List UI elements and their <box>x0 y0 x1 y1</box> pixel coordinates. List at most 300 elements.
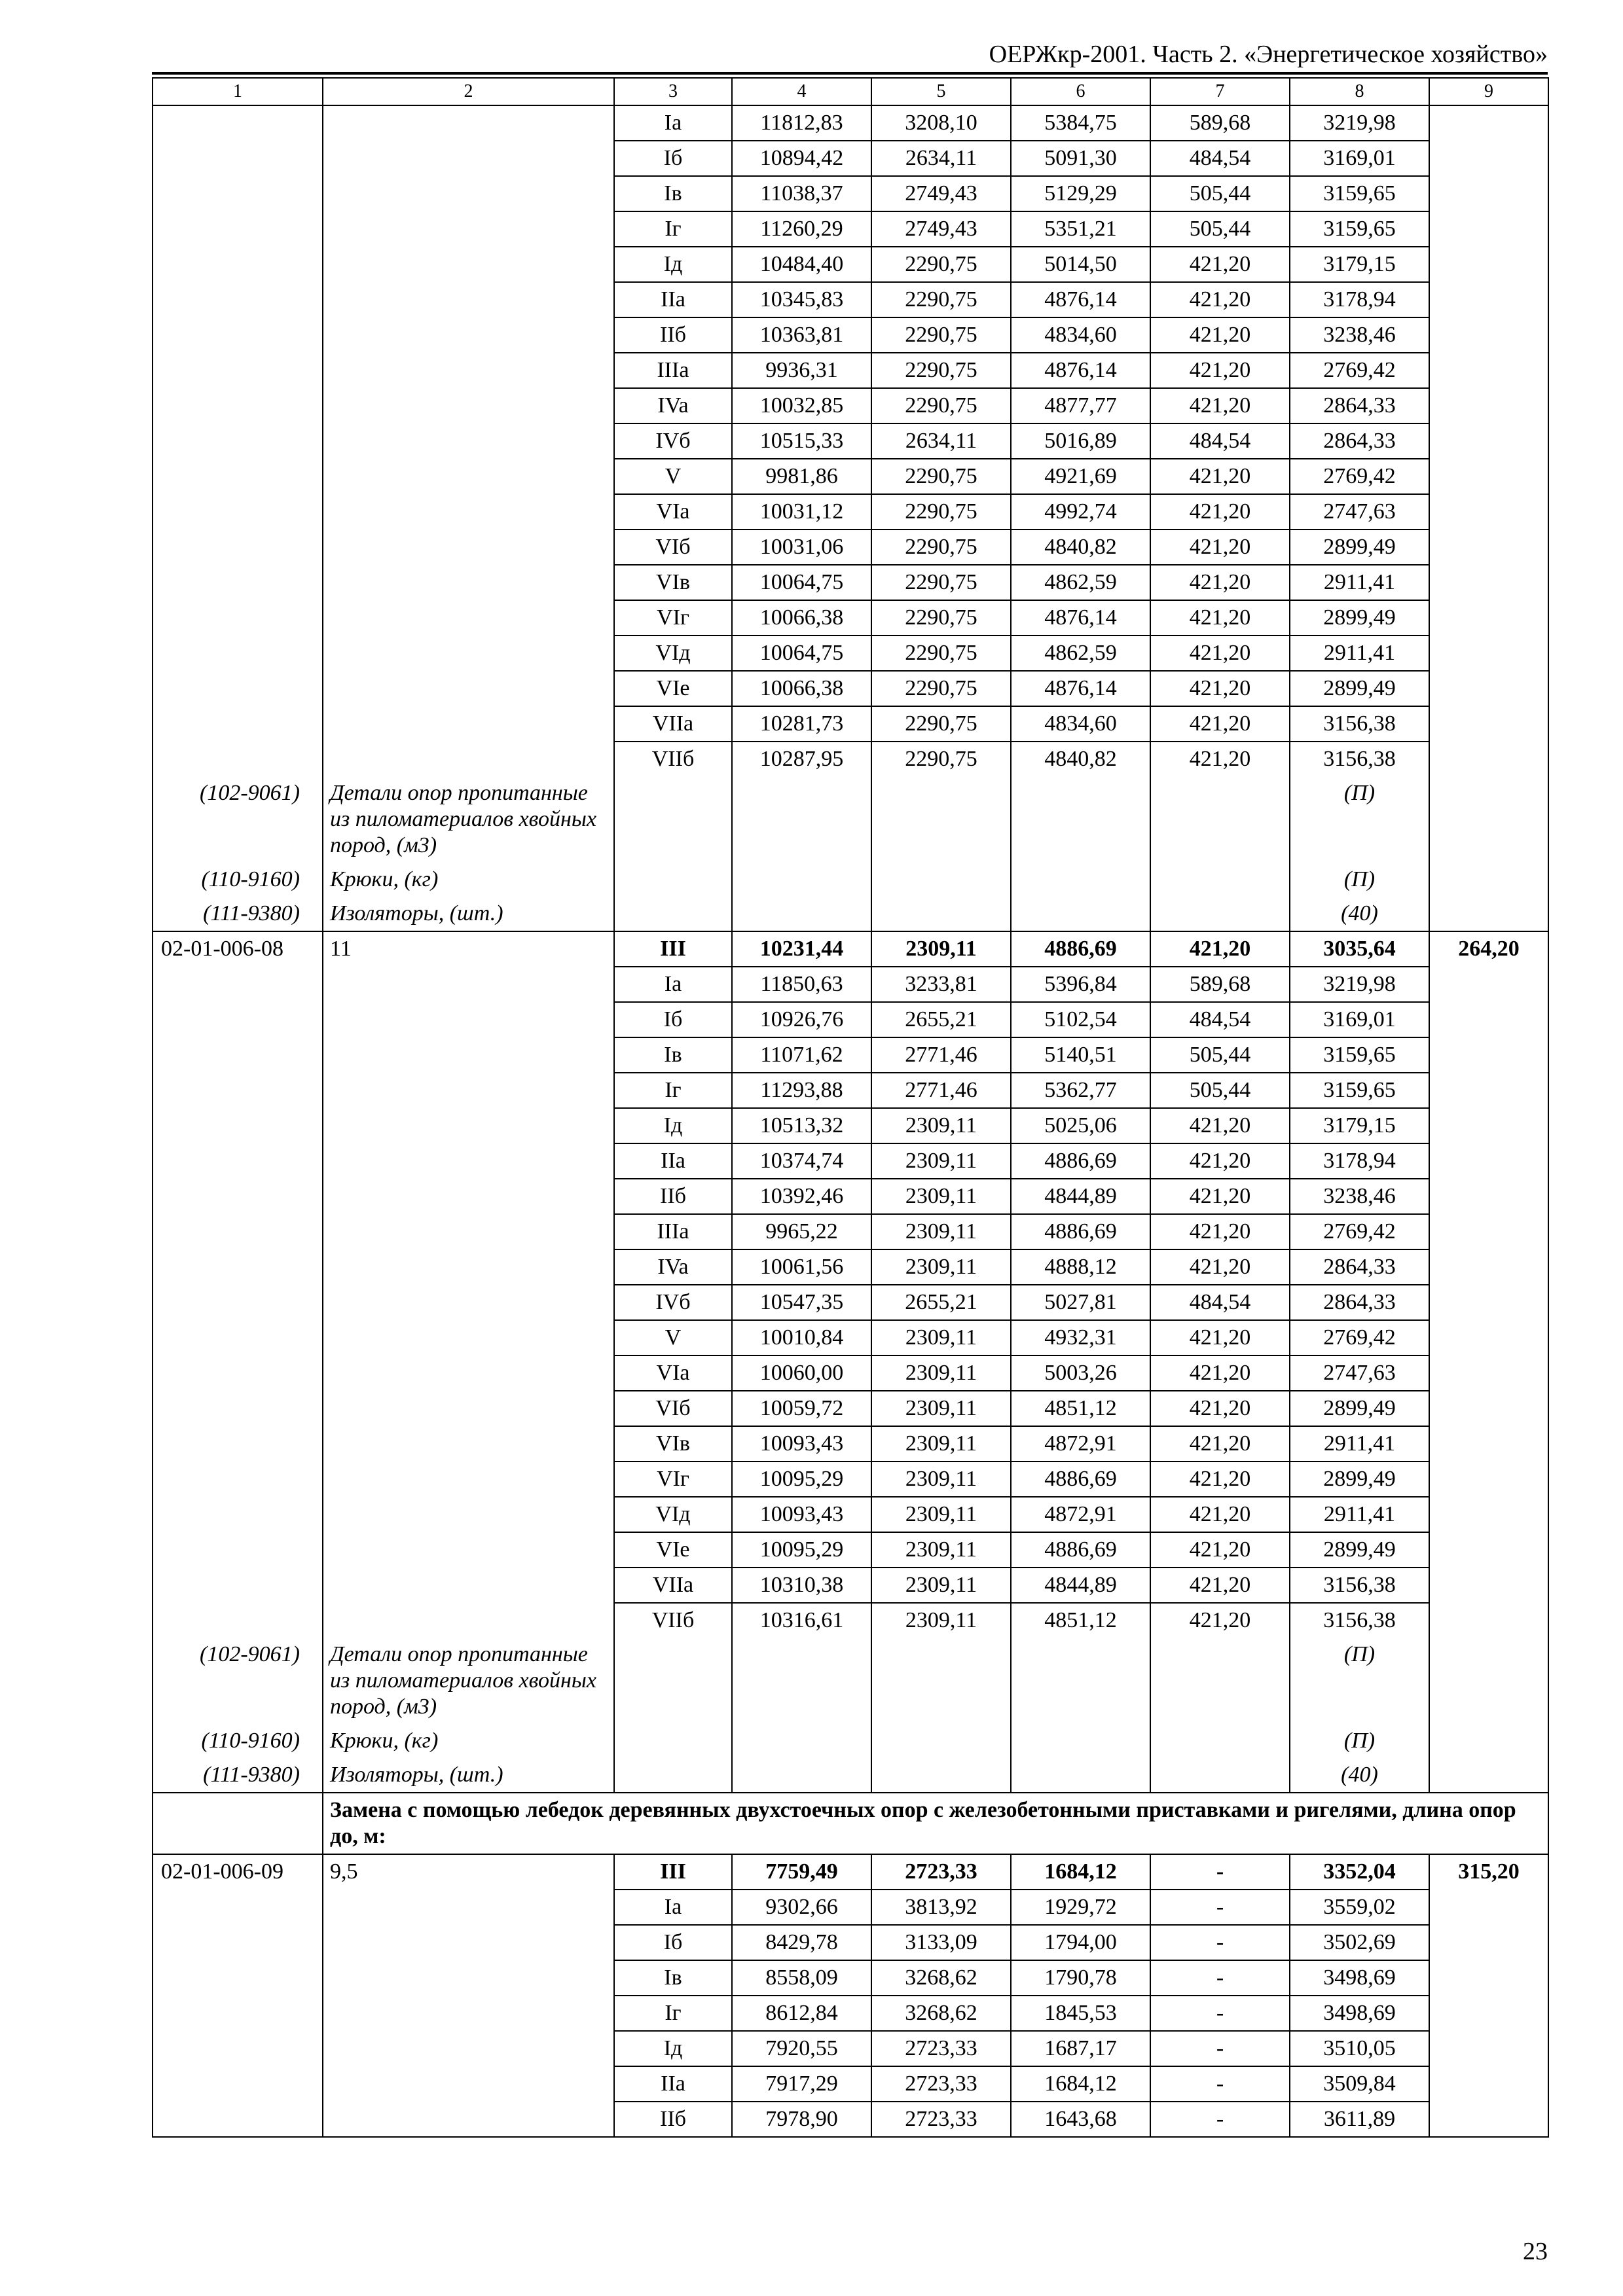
zone-label: Iв <box>614 1037 732 1073</box>
page-number: 23 <box>1523 2238 1548 2265</box>
material-name: Детали опор пропитанные из пиломатериалов хвойных пород, (м3) <box>323 776 614 863</box>
table-row <box>153 1532 1548 1568</box>
price-cell: 421,20 <box>1150 671 1290 706</box>
price-cell: 4840,82 <box>1011 742 1150 776</box>
column-number: 3 <box>614 78 732 105</box>
empty-cell <box>153 2066 323 2102</box>
empty-cell <box>153 1285 323 1320</box>
price-cell: 421,20 <box>1150 1214 1290 1249</box>
price-cell: 4840,82 <box>1011 529 1150 565</box>
zone-label: IIIa <box>614 1214 732 1249</box>
empty-cell <box>1429 600 1548 636</box>
empty-cell <box>1429 459 1548 494</box>
zone-label: VIe <box>614 1532 732 1568</box>
price-cell: 505,44 <box>1150 176 1290 211</box>
price-cell: 2634,11 <box>871 141 1011 176</box>
price-cell: 2290,75 <box>871 494 1011 529</box>
empty-cell <box>323 742 614 776</box>
empty-cell <box>1429 105 1548 141</box>
empty-cell <box>1429 1355 1548 1391</box>
empty-cell <box>153 1497 323 1532</box>
price-cell: 3611,89 <box>1290 2102 1429 2137</box>
price-cell: 2899,49 <box>1290 671 1429 706</box>
price-cell: 421,20 <box>1150 1497 1290 1532</box>
empty-cell <box>323 636 614 671</box>
material-name: Изоляторы, (шт.) <box>323 897 614 931</box>
material-code: (110-9160) <box>153 863 323 897</box>
empty-cell <box>323 176 614 211</box>
price-cell: - <box>1150 1925 1290 1960</box>
empty-cell <box>323 529 614 565</box>
empty-cell <box>1429 1037 1548 1073</box>
material-code: (110-9160) <box>153 1724 323 1758</box>
zone-label: Iв <box>614 176 732 211</box>
price-cell: 5362,77 <box>1011 1073 1150 1108</box>
price-cell: 1684,12 <box>1011 2066 1150 2102</box>
empty-cell <box>1429 1143 1548 1179</box>
price-cell: 4862,59 <box>1011 565 1150 600</box>
material-row <box>153 863 1548 897</box>
table-row <box>153 1285 1548 1320</box>
empty-cell <box>323 211 614 247</box>
price-cell: 5129,29 <box>1011 176 1150 211</box>
price-cell: 1929,72 <box>1011 1890 1150 1925</box>
zone-label: Iб <box>614 1925 732 1960</box>
price-cell: 3498,69 <box>1290 1996 1429 2031</box>
price-cell: 5351,21 <box>1011 211 1150 247</box>
empty-cell <box>153 1002 323 1037</box>
zone-label: VIIб <box>614 742 732 776</box>
empty-cell <box>614 1724 732 1758</box>
price-cell: 421,20 <box>1150 1532 1290 1568</box>
price-cell: 3156,38 <box>1290 1603 1429 1638</box>
empty-cell <box>1429 776 1548 863</box>
table-row <box>153 1249 1548 1285</box>
price-cell: 2290,75 <box>871 742 1011 776</box>
price-cell: 10894,42 <box>732 141 871 176</box>
price-cell: 2309,11 <box>871 1355 1011 1391</box>
price-cell: - <box>1150 1996 1290 2031</box>
empty-cell <box>153 353 323 388</box>
price-cell: 4921,69 <box>1011 459 1150 494</box>
empty-cell <box>1429 2102 1548 2137</box>
empty-cell <box>1429 282 1548 317</box>
price-cell: 2911,41 <box>1290 1426 1429 1462</box>
price-cell: 1845,53 <box>1011 1996 1150 2031</box>
table-row <box>153 742 1548 776</box>
price-cell: 2864,33 <box>1290 1285 1429 1320</box>
price-cell: 1790,78 <box>1011 1960 1150 1996</box>
empty-cell <box>1429 317 1548 353</box>
price-cell: 2290,75 <box>871 459 1011 494</box>
table-row <box>153 2031 1548 2066</box>
zone-label: Iд <box>614 247 732 282</box>
price-cell: 2749,43 <box>871 176 1011 211</box>
empty-cell <box>323 494 614 529</box>
empty-cell <box>1429 897 1548 931</box>
price-cell: 484,54 <box>1150 1285 1290 1320</box>
price-cell: 5384,75 <box>1011 105 1150 141</box>
price-cell: 2769,42 <box>1290 1320 1429 1355</box>
empty-cell <box>1011 863 1150 897</box>
price-cell: 2723,33 <box>871 2031 1011 2066</box>
material-name: Крюки, (кг) <box>323 863 614 897</box>
price-cell: 589,68 <box>1150 967 1290 1002</box>
empty-cell <box>153 282 323 317</box>
empty-cell <box>323 141 614 176</box>
zone-label: Iг <box>614 1996 732 2031</box>
empty-cell <box>614 863 732 897</box>
empty-cell <box>153 1532 323 1568</box>
price-cell: 7920,55 <box>732 2031 871 2066</box>
empty-cell <box>1429 494 1548 529</box>
empty-cell <box>153 1108 323 1143</box>
zone-label: IVa <box>614 388 732 423</box>
empty-cell <box>732 1724 871 1758</box>
table-row <box>153 1355 1548 1391</box>
empty-cell <box>153 459 323 494</box>
empty-cell <box>153 636 323 671</box>
price-cell: 10064,75 <box>732 565 871 600</box>
price-cell: 2769,42 <box>1290 459 1429 494</box>
price-cell: 8558,09 <box>732 1960 871 1996</box>
material-quantity: (40) <box>1290 1758 1429 1793</box>
price-cell: 2655,21 <box>871 1285 1011 1320</box>
price-cell: 5025,06 <box>1011 1108 1150 1143</box>
price-cell: 2290,75 <box>871 565 1011 600</box>
price-cell: 10310,38 <box>732 1568 871 1603</box>
empty-cell <box>323 2102 614 2137</box>
empty-cell <box>153 1793 323 1854</box>
table-row <box>153 2066 1548 2102</box>
empty-cell <box>153 1143 323 1179</box>
price-cell: 2309,11 <box>871 1497 1011 1532</box>
price-cell: 2769,42 <box>1290 353 1429 388</box>
column-number-row <box>153 78 1548 105</box>
material-quantity: (П) <box>1290 863 1429 897</box>
zone-label: Iд <box>614 2031 732 2066</box>
price-cell: 4886,69 <box>1011 1214 1150 1249</box>
price-cell: 11293,88 <box>732 1073 871 1108</box>
table-row <box>153 1320 1548 1355</box>
empty-cell <box>323 2066 614 2102</box>
price-cell: 3179,15 <box>1290 1108 1429 1143</box>
zone-label: VIб <box>614 529 732 565</box>
price-cell: 4886,69 <box>1011 1532 1150 1568</box>
price-cell: 9936,31 <box>732 353 871 388</box>
price-cell: 3219,98 <box>1290 967 1429 1002</box>
price-cell: 3352,04 <box>1290 1854 1429 1890</box>
price-cell: 10010,84 <box>732 1320 871 1355</box>
price-cell: 2911,41 <box>1290 565 1429 600</box>
empty-cell <box>1011 1638 1150 1724</box>
empty-cell <box>153 529 323 565</box>
price-cell: 10287,95 <box>732 742 871 776</box>
empty-cell <box>323 317 614 353</box>
empty-cell <box>1429 1462 1548 1497</box>
empty-cell <box>732 1638 871 1724</box>
price-cell: 421,20 <box>1150 1108 1290 1143</box>
table-row <box>153 1391 1548 1426</box>
empty-cell <box>1429 176 1548 211</box>
price-cell: 5003,26 <box>1011 1355 1150 1391</box>
empty-cell <box>323 1996 614 2031</box>
price-table-body <box>153 78 1548 2137</box>
price-cell: 10515,33 <box>732 423 871 459</box>
price-cell: 1643,68 <box>1011 2102 1150 2137</box>
empty-cell <box>1429 706 1548 742</box>
empty-cell <box>323 1108 614 1143</box>
price-cell: 5027,81 <box>1011 1285 1150 1320</box>
price-cell: 2309,11 <box>871 1391 1011 1426</box>
empty-cell <box>1150 863 1290 897</box>
price-cell: 10374,74 <box>732 1143 871 1179</box>
table-row <box>153 967 1548 1002</box>
price-cell: 3233,81 <box>871 967 1011 1002</box>
price-cell: 2723,33 <box>871 2102 1011 2137</box>
price-cell: 2864,33 <box>1290 1249 1429 1285</box>
empty-cell <box>1011 897 1150 931</box>
resource-code: 02-01-006-09 <box>153 1854 323 1890</box>
empty-cell <box>1150 1724 1290 1758</box>
empty-cell <box>153 1462 323 1497</box>
table-row <box>153 1925 1548 1960</box>
zone-label: VIe <box>614 671 732 706</box>
table-row <box>153 1960 1548 1996</box>
price-cell: 10060,00 <box>732 1355 871 1391</box>
empty-cell <box>153 967 323 1002</box>
price-cell: 421,20 <box>1150 1462 1290 1497</box>
empty-cell <box>153 494 323 529</box>
empty-cell <box>153 1214 323 1249</box>
empty-cell <box>1429 1960 1548 1996</box>
parameter-value: 11 <box>323 931 614 967</box>
price-cell: 7978,90 <box>732 2102 871 2137</box>
price-cell: 2290,75 <box>871 636 1011 671</box>
price-cell: 421,20 <box>1150 600 1290 636</box>
zone-label: VIв <box>614 565 732 600</box>
price-cell: 2864,33 <box>1290 388 1429 423</box>
table-row <box>153 2102 1548 2137</box>
price-cell: 4992,74 <box>1011 494 1150 529</box>
price-cell: 1794,00 <box>1011 1925 1150 1960</box>
zone-label: Iв <box>614 1960 732 1996</box>
table-row <box>153 1073 1548 1108</box>
empty-cell <box>323 1497 614 1532</box>
price-cell: 421,20 <box>1150 1603 1290 1638</box>
table-row <box>153 423 1548 459</box>
empty-cell <box>1429 1249 1548 1285</box>
price-cell: 2309,11 <box>871 1603 1011 1638</box>
empty-cell <box>323 1355 614 1391</box>
zone-label: VIв <box>614 1426 732 1462</box>
table-row <box>153 388 1548 423</box>
price-cell: 10231,44 <box>732 931 871 967</box>
column-number: 2 <box>323 78 614 105</box>
price-cell: 10926,76 <box>732 1002 871 1037</box>
zone-label: IVб <box>614 423 732 459</box>
price-cell: 1684,12 <box>1011 1854 1150 1890</box>
price-cell: 421,20 <box>1150 282 1290 317</box>
price-cell: 3178,94 <box>1290 282 1429 317</box>
empty-cell <box>1429 1497 1548 1532</box>
price-cell: 2309,11 <box>871 1462 1011 1497</box>
price-cell: 10093,43 <box>732 1426 871 1462</box>
price-cell: 9302,66 <box>732 1890 871 1925</box>
price-cell: 3169,01 <box>1290 1002 1429 1037</box>
price-cell: 421,20 <box>1150 565 1290 600</box>
empty-cell <box>1429 1532 1548 1568</box>
empty-cell <box>323 1462 614 1497</box>
material-name: Детали опор пропитанные из пиломатериалов хвойных пород, (м3) <box>323 1638 614 1724</box>
price-cell: 484,54 <box>1150 1002 1290 1037</box>
price-cell: 8612,84 <box>732 1996 871 2031</box>
empty-cell <box>732 776 871 863</box>
empty-cell <box>1429 529 1548 565</box>
price-cell: 421,20 <box>1150 636 1290 671</box>
empty-cell <box>871 897 1011 931</box>
price-cell: 3133,09 <box>871 1925 1011 1960</box>
zone-label: III <box>614 1854 732 1890</box>
material-quantity: (40) <box>1290 897 1429 931</box>
empty-cell <box>323 247 614 282</box>
empty-cell <box>153 2102 323 2137</box>
price-cell: 3156,38 <box>1290 1568 1429 1603</box>
material-quantity: (П) <box>1290 776 1429 863</box>
empty-cell <box>323 1320 614 1355</box>
price-cell: 4888,12 <box>1011 1249 1150 1285</box>
empty-cell <box>1429 1285 1548 1320</box>
price-cell: 5140,51 <box>1011 1037 1150 1073</box>
empty-cell <box>1150 1638 1290 1724</box>
zone-label: Ia <box>614 967 732 1002</box>
price-cell: 10061,56 <box>732 1249 871 1285</box>
price-cell: 2747,63 <box>1290 494 1429 529</box>
material-code: (111-9380) <box>153 1758 323 1793</box>
empty-cell <box>1150 776 1290 863</box>
price-cell: 10281,73 <box>732 706 871 742</box>
material-row <box>153 1638 1548 1724</box>
price-cell: 5396,84 <box>1011 967 1150 1002</box>
empty-cell <box>323 1002 614 1037</box>
empty-cell <box>153 247 323 282</box>
price-cell: 2290,75 <box>871 600 1011 636</box>
empty-cell <box>323 706 614 742</box>
empty-cell <box>1429 742 1548 776</box>
price-cell: 7917,29 <box>732 2066 871 2102</box>
price-cell: 421,20 <box>1150 529 1290 565</box>
price-cell: - <box>1150 1890 1290 1925</box>
price-cell: - <box>1150 2102 1290 2137</box>
price-cell: 2899,49 <box>1290 600 1429 636</box>
price-cell: 3268,62 <box>871 1996 1011 2031</box>
price-cell: 421,20 <box>1150 931 1290 967</box>
table-row <box>153 211 1548 247</box>
empty-cell <box>323 1532 614 1568</box>
price-cell: 2309,11 <box>871 1179 1011 1214</box>
price-cell: 3159,65 <box>1290 1073 1429 1108</box>
price-cell: 421,20 <box>1150 247 1290 282</box>
price-cell: 2290,75 <box>871 282 1011 317</box>
material-code: (102-9061) <box>153 1638 323 1724</box>
table-row <box>153 105 1548 141</box>
zone-label: VIa <box>614 1355 732 1391</box>
price-cell: 5102,54 <box>1011 1002 1150 1037</box>
price-cell: 505,44 <box>1150 211 1290 247</box>
price-cell: 9981,86 <box>732 459 871 494</box>
table-row <box>153 1462 1548 1497</box>
price-cell: 2309,11 <box>871 931 1011 967</box>
empty-cell <box>1429 1426 1548 1462</box>
zone-label: V <box>614 1320 732 1355</box>
price-cell: 11038,37 <box>732 176 871 211</box>
zone-label: IIa <box>614 2066 732 2102</box>
price-cell: 3510,05 <box>1290 2031 1429 2066</box>
zone-label: V <box>614 459 732 494</box>
price-cell: 421,20 <box>1150 1179 1290 1214</box>
table-row <box>153 459 1548 494</box>
empty-cell <box>323 600 614 636</box>
price-cell: 3502,69 <box>1290 1925 1429 1960</box>
price-cell: 484,54 <box>1150 423 1290 459</box>
empty-cell <box>871 863 1011 897</box>
price-cell: 11071,62 <box>732 1037 871 1073</box>
price-cell: 421,20 <box>1150 1355 1290 1391</box>
zone-label: IIб <box>614 317 732 353</box>
zone-label: IIa <box>614 1143 732 1179</box>
price-cell: 2723,33 <box>871 1854 1011 1890</box>
price-cell: 2290,75 <box>871 529 1011 565</box>
table-row <box>153 1143 1548 1179</box>
price-cell: 4876,14 <box>1011 282 1150 317</box>
price-cell: 3813,92 <box>871 1890 1011 1925</box>
empty-cell <box>323 1568 614 1603</box>
empty-cell <box>1429 353 1548 388</box>
table-row <box>153 282 1548 317</box>
price-cell: 2771,46 <box>871 1037 1011 1073</box>
price-cell: 11812,83 <box>732 105 871 141</box>
empty-cell <box>323 105 614 141</box>
price-cell: 505,44 <box>1150 1037 1290 1073</box>
price-cell: 5091,30 <box>1011 141 1150 176</box>
price-cell: 2309,11 <box>871 1320 1011 1355</box>
empty-cell <box>614 776 732 863</box>
price-cell: - <box>1150 2031 1290 2066</box>
empty-cell <box>323 1037 614 1073</box>
material-name: Изоляторы, (шт.) <box>323 1758 614 1793</box>
price-cell: 4844,89 <box>1011 1179 1150 1214</box>
price-cell: 3559,02 <box>1290 1890 1429 1925</box>
column-number: 7 <box>1150 78 1290 105</box>
empty-cell <box>1011 1724 1150 1758</box>
zone-label: IIIa <box>614 353 732 388</box>
empty-cell <box>732 1758 871 1793</box>
table-row <box>153 1426 1548 1462</box>
zone-label: Iг <box>614 1073 732 1108</box>
price-cell: 421,20 <box>1150 1426 1290 1462</box>
table-row <box>153 529 1548 565</box>
empty-cell <box>323 1179 614 1214</box>
price-cell: 421,20 <box>1150 1568 1290 1603</box>
empty-cell <box>153 1179 323 1214</box>
zone-label: Ia <box>614 1890 732 1925</box>
table-row <box>153 1996 1548 2031</box>
zone-label: VIIa <box>614 1568 732 1603</box>
price-cell: 2309,11 <box>871 1214 1011 1249</box>
empty-cell <box>1429 1108 1548 1143</box>
price-cell: 2290,75 <box>871 388 1011 423</box>
empty-cell <box>1429 1603 1548 1638</box>
